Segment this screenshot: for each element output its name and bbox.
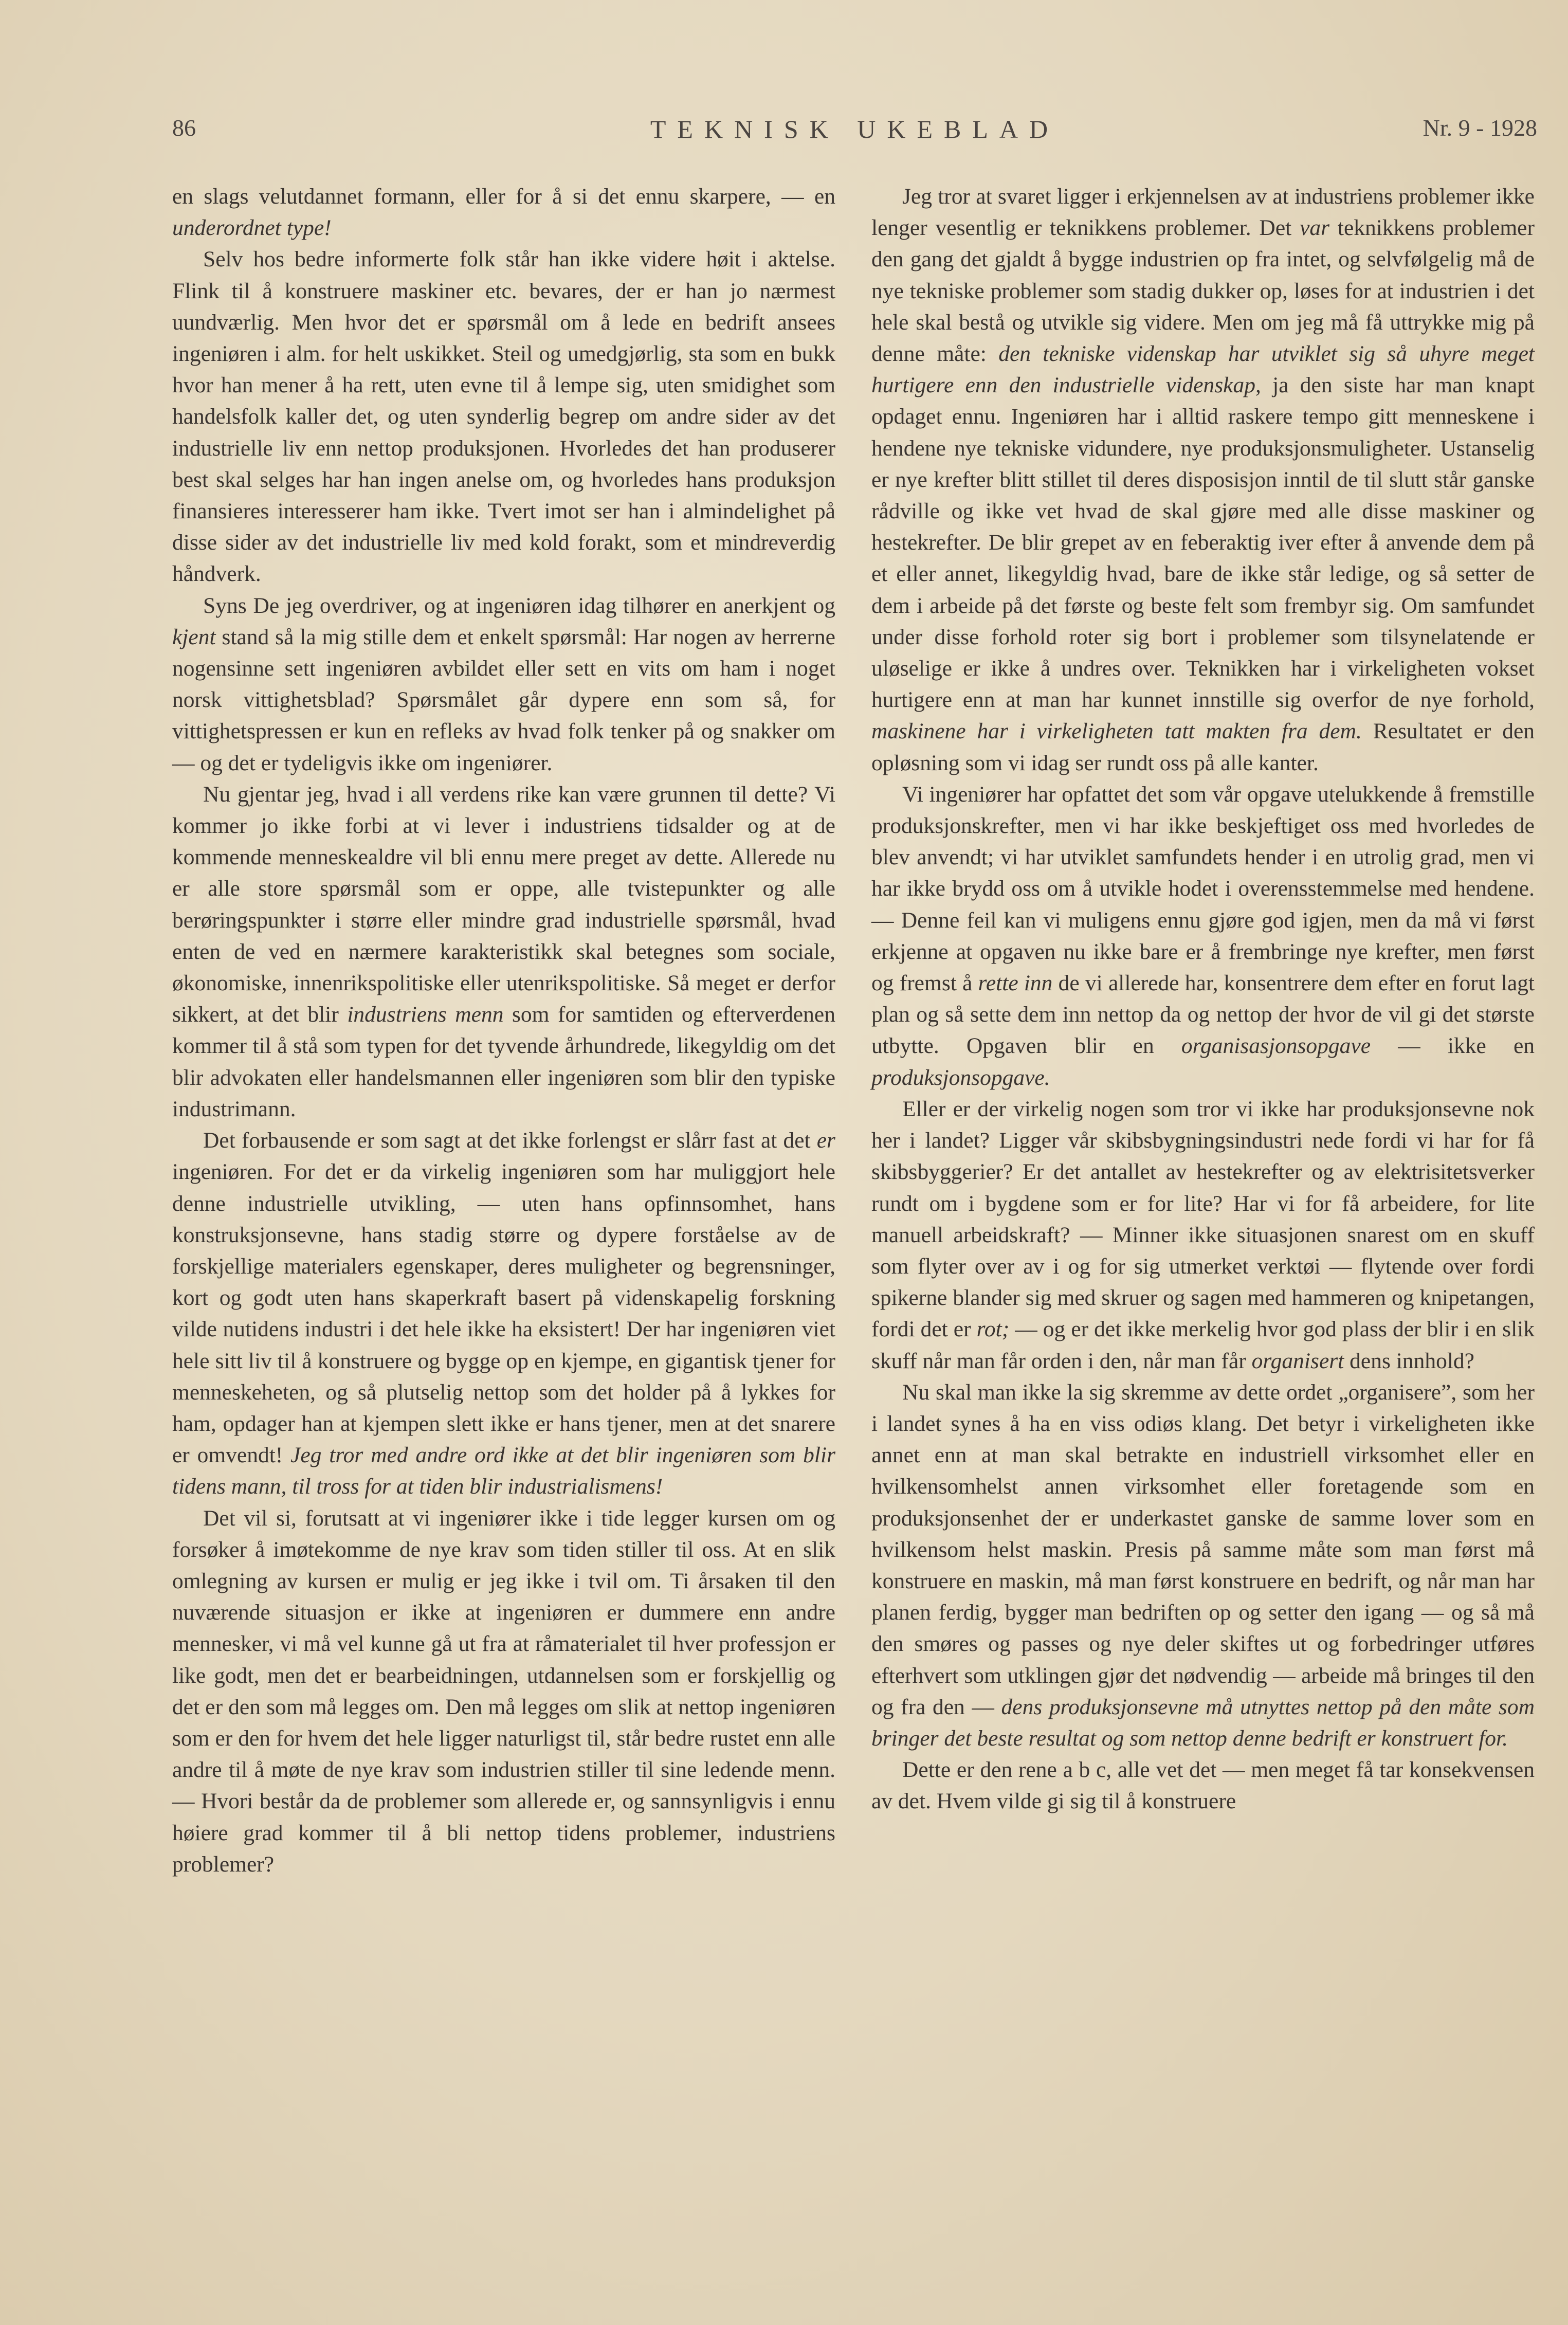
emphasized-text: er	[816, 1128, 835, 1153]
text-run: stand så la mig stille dem et enkelt spørsmål: Har nogen av herrerne nogensinne sett ingeniøren avbildet eller sett en vits om ham i noget norsk vittighetsblad? Spørsmålet går dypere enn som så, for vittighetspressen er kun en refleks av hvad folk tenker på og snakker om — og det er tydeligvis ikke om ingeniører.	[172, 624, 835, 775]
text-run: Eller er der virkelig nogen som tror vi ikke har produksjonsevne nok her i landet? Ligger vår skibsbygningsindustri nede fordi vi har for få skibsbyggerier? Er det antallet av hestekrefter og av elektrisitetsverker rundt om i bygdene som er for lite? Har vi for få arbeidere, for lite manuell arbeidskraft? — Minner ikke situasjonen snarest om en skuff som flyter over av i og for sig utmerket verktøi — flytende over fordi spikerne blander sig med skruer og sagen med hammeren og knipetangen, fordi det er	[871, 1096, 1535, 1342]
paragraph	[172, 1503, 835, 1880]
text-run: Dette er den rene a b c, alle vet det — men meget få tar konsekvensen av det. Hvem vilde gi sig til å konstruere	[871, 1757, 1535, 1814]
text-run: Syns De jeg overdriver, og at ingeniøren idag tilhører en anerkjent og	[203, 593, 835, 618]
issue-label: Nr. 9 - 1928	[1423, 115, 1537, 141]
emphasized-text: rot;	[976, 1317, 1010, 1342]
emphasized-text: maskinene har i virkeligheten tatt makten fra dem.	[871, 719, 1362, 744]
paragraph	[871, 1754, 1535, 1817]
text-run: Jeg tror at svaret ligger i erkjennelsen av at industriens problemer ikke lenger vesentlig er teknikkens problemer. Det	[871, 184, 1535, 241]
text-run: Vi ingeniører har opfattet det som vår opgave utelukkende å fremstille produksjonskrefter, men vi har ikke beskjeftiget oss med hvorledes de blev anvendt; vi har utviklet samfundets hender i en utrolig grad, men vi har ikke brydd oss om å utvikle hodet i overensstemmelse med hendene. — Denne feil kan vi muligens ennu gjøre god igjen, men da må vi først erkjenne at opgaven nu ikke bare er å frembringe nye krefter, men først og fremst å	[871, 782, 1535, 996]
emphasized-text: organisert	[1251, 1348, 1344, 1373]
text-run: teknikkens problemer den gang det gjaldt å bygge industrien op fra intet, og selvfølgelig må de nye tekniske problemer som stadig dukker op, løses for at industrien i det hele skal bestå og utvikle sig videre. Men om jeg må få uttrykke mig på denne måte:	[871, 215, 1535, 367]
text-run: ja den siste har man knapt opdaget ennu. Ingeniøren har i alltid raskere tempo gitt menneskene i hendene nye tekniske vidundere, nye produksjonsmuligheter. Ustanselig er nye krefter blitt stillet til deres disposisjon inntil de til slutt står ganske rådville og ikke vet hvad de skal gjøre med alle disse maskiner og hestekrefter. De blir grepet av en feberaktig iver efter å anvende dem på et eller annet, likegyldig hvad, bare de ikke står ledige, og så setter de dem i arbeide på det første og beste felt som frembyr sig. Om samfundet under disse forhold roter sig bort i problemer som tilsynelatende er uløselige er ikke å undres over. Teknikken har i virkeligheten vokset hurtigere enn at man har kunnet innstille sig overfor de nye forhold,	[871, 373, 1535, 713]
paragraph	[172, 1125, 835, 1502]
right-column	[871, 181, 1535, 1818]
text-run: de vi allerede har, konsentrere dem efter en forut lagt plan og så sette dem inn nettop da og nettop der hvor de vil gi det største utbytte. Opgaven blir en	[871, 971, 1535, 1059]
emphasized-text: underordnet type!	[172, 215, 332, 241]
emphasized-text: kjent	[172, 624, 216, 649]
text-run: Nu gjentar jeg, hvad i all verdens rike kan være grunnen til dette? Vi kommer jo ikke forbi at vi lever i industriens tidsalder og at de kommende menneskealdre vil bli ennu mere preget av dette. Allerede nu er alle store spørsmål som er oppe, alle tvistepunkter og alle berøringspunkter i større eller mindre grad industrielle spørsmål, hvad enten de ved en nærmere karakteristikk skal betegnes som sociale, økonomiske, innenrikspolitiske eller utenrikspolitiske. Så meget er derfor sikkert, at det blir	[172, 782, 835, 1027]
text-run: Resultatet er den opløsning som vi idag ser rundt oss på alle kanter.	[871, 719, 1535, 775]
left-column	[172, 181, 835, 1880]
text-run: Det forbausende er som sagt at det ikke forlengst er slårr fast at det	[203, 1128, 817, 1153]
text-run: en slags velutdannet formann, eller for å si det ennu skarpere, — en	[172, 184, 835, 209]
paragraph	[871, 1377, 1535, 1754]
paragraph	[871, 181, 1535, 779]
emphasized-text: organisasjonsopgave	[1181, 1033, 1371, 1059]
text-run: — ikke en	[1371, 1033, 1535, 1059]
paragraph	[172, 590, 835, 779]
paragraph	[172, 181, 835, 244]
text-run: Nu skal man ikke la sig skremme av dette ordet „organisere”, som her i landet synes å ha en viss odiøs klang. Det betyr i virkeligheten ikke annet enn at man skal betrakte en industriell virksomhet eller en hvilkensomhelst annen virksomhet eller foretagende som en produksjonsenhet der er underkastet ganske de samme lover som en hvilkensom helst maskin. Presis på samme måte som man først må konstruere en maskin, må man først konstruere en bedrift, og når man har planen ferdig, bygger man bedriften op og setter den igang — og så må den smøres og passes og nye deler skiftes ut og forbedringer utføres efterhvert som utklingen gjør det nødvendig — arbeide må bringes til den og fra den —	[871, 1379, 1535, 1719]
emphasized-text: rette inn	[978, 971, 1053, 996]
emphasized-text: var	[1300, 215, 1330, 241]
paragraph	[172, 779, 835, 1125]
page-number: 86	[172, 115, 196, 141]
emphasized-text: industriens menn	[347, 1002, 504, 1027]
emphasized-text: dens produksjonsevne må utnyttes nettop på den måte som bringer det beste resultat og som nettop denne bedrift er konstruert for.	[871, 1694, 1535, 1751]
page-header	[172, 114, 1537, 145]
text-run: — og er det ikke merkelig hvor god plass der blir i en slik skuff når man får orden i den, når man får	[871, 1317, 1535, 1373]
journal-title: TEKNISK UKEBLAD	[650, 115, 1060, 143]
emphasized-text: produksjonsopgave.	[871, 1065, 1050, 1090]
text-run: dens innhold?	[1344, 1348, 1474, 1373]
text-run: Det vil si, forutsatt at vi ingeniører ikke i tide legger kursen om og forsøker å imøtekomme de nye krav som tiden stiller til oss. At en slik omlegning av kursen er mulig er jeg ikke i tvil om. Ti årsaken til den nuværende situasjon er ikke at ingeniøren er dummere enn andre mennesker, vi må vel kunne gå ut fra at råmaterialet til hver professjon er like godt, men det er bearbeidningen, utdannelsen som er forskjellig og det er den som må legges om. Den må legges om slik at nettop ingeniøren som er den for hvem det hele ligger naturligst til, står bedre rustet enn alle andre til å møte de nye krav som industrien stiller til sine ledende menn. — Hvori består da de problemer som allerede er, og sannsynligvis i ennu høiere grad kommer til å bli nettop tidens problemer, industriens problemer?	[172, 1505, 835, 1877]
emphasized-text: Jeg tror med andre ord ikke at det blir ingeniøren som blir tidens mann, til tross for at tiden blir industrialismens!	[172, 1443, 835, 1499]
paragraph	[871, 1094, 1535, 1377]
text-run: ingeniøren. For det er da virkelig ingeniøren som har muliggjort hele denne industrielle utvikling, — uten hans opfinnsomhet, hans konstruksjonsevne, hans stadig større og dypere forståelse av de forskjellige materialers egenskaper, deres muligheter og begrensninger, kort og godt uten hans skaperkraft basert på videnskapelig forskning vilde nutidens industri i det hele ikke ha eksistert! Der har ingeniøren viet hele sitt liv til å konstruere og bygge op en kjempe, en gigantisk tjener for menneskeheten, og så plutselig nettop som det holder på å lykkes for ham, opdager han at kjempen slett ikke er hans tjener, men at det snarere er omvendt!	[172, 1159, 835, 1468]
text-run: som for samtiden og efterverdenen kommer til å stå som typen for det tyvende århundrede, likegyldig om det blir advokaten eller handelsmannen eller ingeniøren som blir den typiske industrimann.	[172, 1002, 835, 1121]
paragraph	[172, 244, 835, 590]
text-run: Selv hos bedre informerte folk står han ikke videre høit i aktelse. Flink til å konstruere maskiner etc. bevares, der er han jo nærmest uundværlig. Men hvor det er spørsmål om å lede en bedrift ansees ingeniøren i alm. for helt uskikket. Steil og umedgjørlig, sta som en bukk hvor han mener å ha rett, uten evne til å lempe sig, uten smidighet som handelsfolk kaller det, og uten synderlig begrep om andre sider av det industrielle liv enn nettop produksjonen. Hvorledes det han produserer best skal selges har han ingen anelse om, og hvorledes hans produksjon finansieres interesserer ham ikke. Tvert imot ser han i almindelighet på disse sider av det industrielle liv med kold forakt, som et mindreverdig håndverk.	[172, 247, 835, 587]
emphasized-text: den tekniske videnskap har utviklet sig så uhyre meget hurtigere enn den industrielle videnskap,	[871, 341, 1535, 398]
paragraph	[871, 779, 1535, 1094]
